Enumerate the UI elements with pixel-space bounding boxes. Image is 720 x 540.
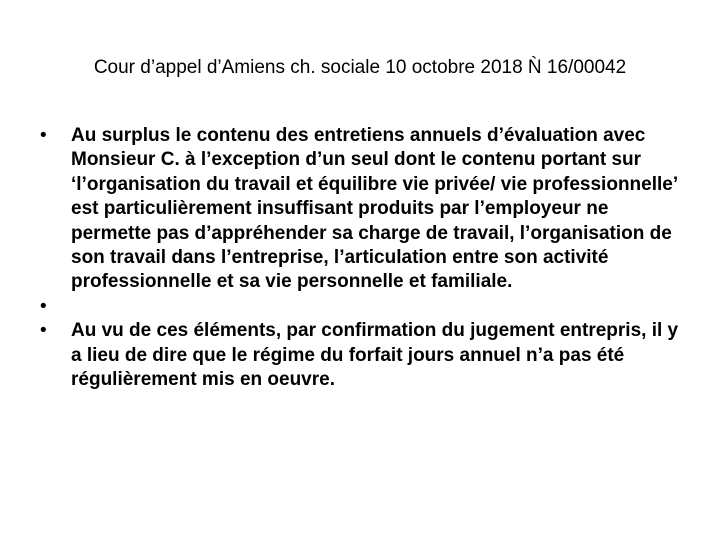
bullet-item-empty: [40, 295, 680, 319]
bullet-text: Au surplus le contenu des entretiens annuels d’évaluation avec Monsieur C. à l’exception d’un seul dont le contenu portant sur ‘l’organisation du travail et équilibre vie privée/ vie professionnelle’ est particulièrement insuffisant produits par l’employeur ne permette pas d’appréhender sa charge de travail, l’organisation de son travail dans l’entreprise, l’articulation entre son activité professionnelle et sa vie personnelle et familiale.: [71, 125, 678, 293]
bullet-icon: •: [40, 295, 47, 317]
bullet-text: Au vu de ces éléments, par confirmation du jugement entrepris, il y a lieu de dire que le régime du forfait jours annuel n’a pas été régulièrement mis en oeuvre.: [71, 320, 679, 391]
bullet-icon: •: [40, 125, 47, 146]
bullet-icon: •: [40, 320, 47, 342]
bullet-item: [40, 124, 680, 295]
bullet-item: [40, 319, 680, 392]
bullet-list: [40, 124, 680, 392]
bullet-text: [71, 295, 680, 319]
slide-title: Cour d’appel d’Amiens ch. sociale 10 octobre 2018 Ǹ 16/00042: [93, 57, 627, 78]
